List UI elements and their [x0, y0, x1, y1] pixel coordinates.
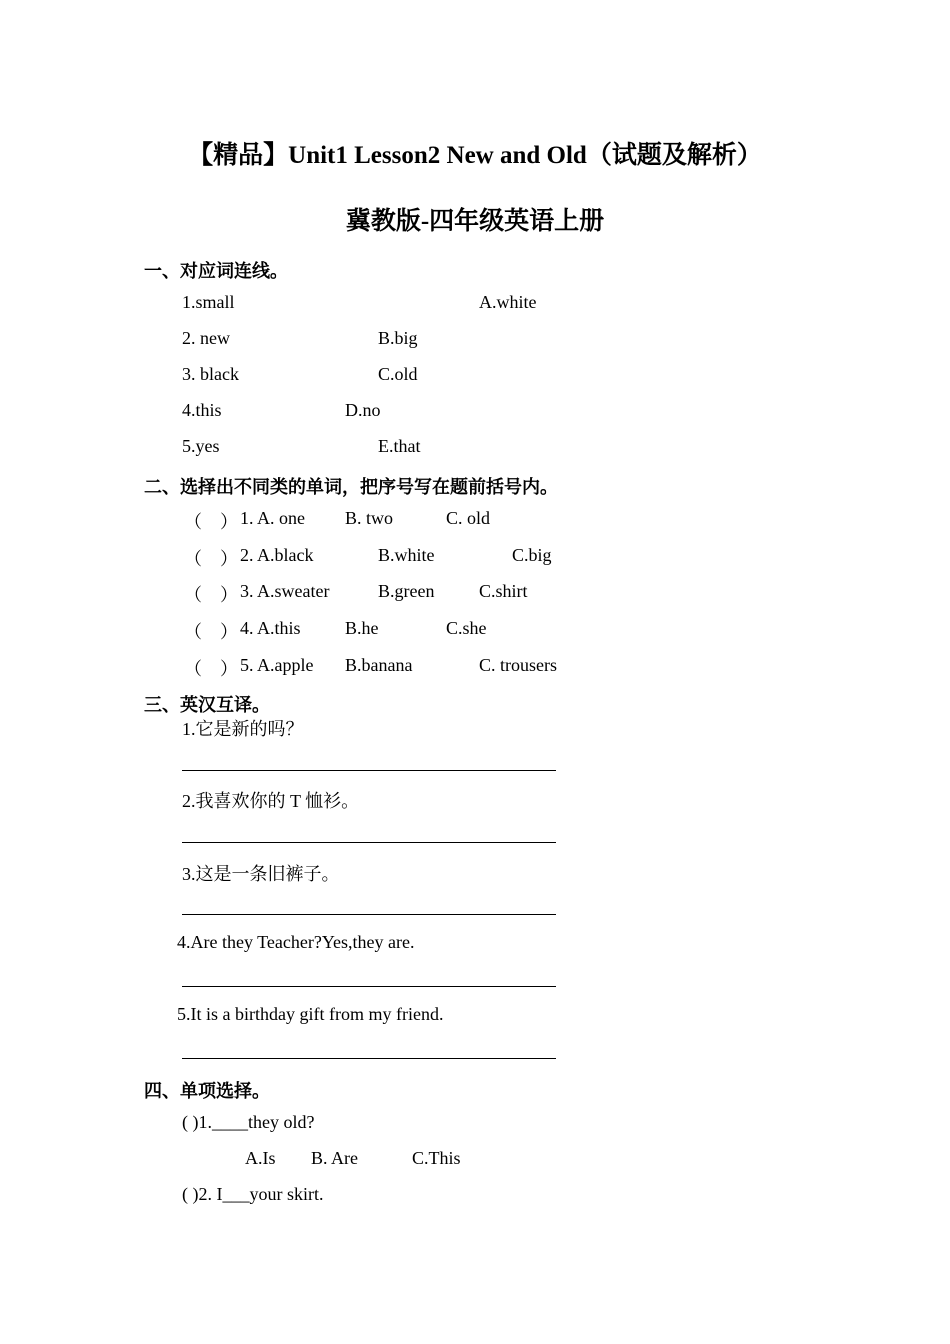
- answer-bracket: （ ）: [184, 512, 238, 532]
- option-a: 1. A. one: [240, 508, 305, 528]
- answer-line: [182, 770, 556, 771]
- option-c: C.This: [412, 1148, 461, 1168]
- section2-heading: 二、选择出不同类的单词，把序号写在题前括号内。: [144, 477, 558, 498]
- question-2: ( )2. I___your skirt.: [182, 1184, 324, 1204]
- option-a: 4. A.this: [240, 618, 301, 638]
- answer-line: [182, 1058, 556, 1059]
- section1-heading: 一、对应词连线。: [144, 261, 288, 282]
- match-left-item: 3. black: [182, 364, 239, 384]
- option-a: 5. A.apple: [240, 655, 314, 675]
- translate-item: 3.这是一条旧裤子。: [182, 864, 340, 884]
- section4-heading: 四、单项选择。: [144, 1081, 270, 1102]
- option-c: C.she: [446, 618, 487, 638]
- question-1: ( )1.____they old?: [182, 1112, 315, 1132]
- match-left-item: 5.yes: [182, 436, 220, 456]
- option-b: B. two: [345, 508, 394, 528]
- answer-bracket: （ ）: [184, 622, 238, 642]
- option-b: B.green: [378, 581, 435, 601]
- translate-item: 2.我喜欢你的 T 恤衫。: [182, 791, 360, 811]
- match-right-item: E.that: [378, 436, 421, 456]
- option-b: B. Are: [311, 1148, 358, 1168]
- translate-item: 4.Are they Teacher?Yes,they are.: [177, 932, 415, 952]
- match-right-item: C.old: [378, 364, 418, 384]
- option-c: C. trousers: [479, 655, 557, 675]
- match-left-item: 4.this: [182, 400, 222, 420]
- answer-line: [182, 914, 556, 915]
- answer-line: [182, 986, 556, 987]
- option-c: C.shirt: [479, 581, 528, 601]
- document-title: 【精品】Unit1 Lesson2 New and Old（试题及解析）: [188, 142, 762, 169]
- match-right-item: A.white: [479, 292, 537, 312]
- match-right-item: B.big: [378, 328, 418, 348]
- translate-item: 1.它是新的吗？: [182, 719, 304, 739]
- match-left-item: 2. new: [182, 328, 230, 348]
- answer-bracket: （ ）: [184, 585, 238, 605]
- match-right-item: D.no: [345, 400, 381, 420]
- answer-bracket: （ ）: [184, 549, 238, 569]
- document-subtitle: 冀教版-四年级英语上册: [345, 208, 605, 235]
- match-left-item: 1.small: [182, 292, 235, 312]
- option-b: B.banana: [345, 655, 413, 675]
- option-a: A.Is: [245, 1148, 276, 1168]
- option-a: 2. A.black: [240, 545, 314, 565]
- translate-item: 5.It is a birthday gift from my friend.: [177, 1004, 444, 1024]
- answer-line: [182, 842, 556, 843]
- answer-bracket: （ ）: [184, 659, 238, 679]
- option-c: C. old: [446, 508, 491, 528]
- option-b: B.he: [345, 618, 379, 638]
- option-a: 3. A.sweater: [240, 581, 330, 601]
- option-b: B.white: [378, 545, 435, 565]
- section3-heading: 三、英汉互译。: [144, 695, 270, 716]
- option-c: C.big: [512, 545, 552, 565]
